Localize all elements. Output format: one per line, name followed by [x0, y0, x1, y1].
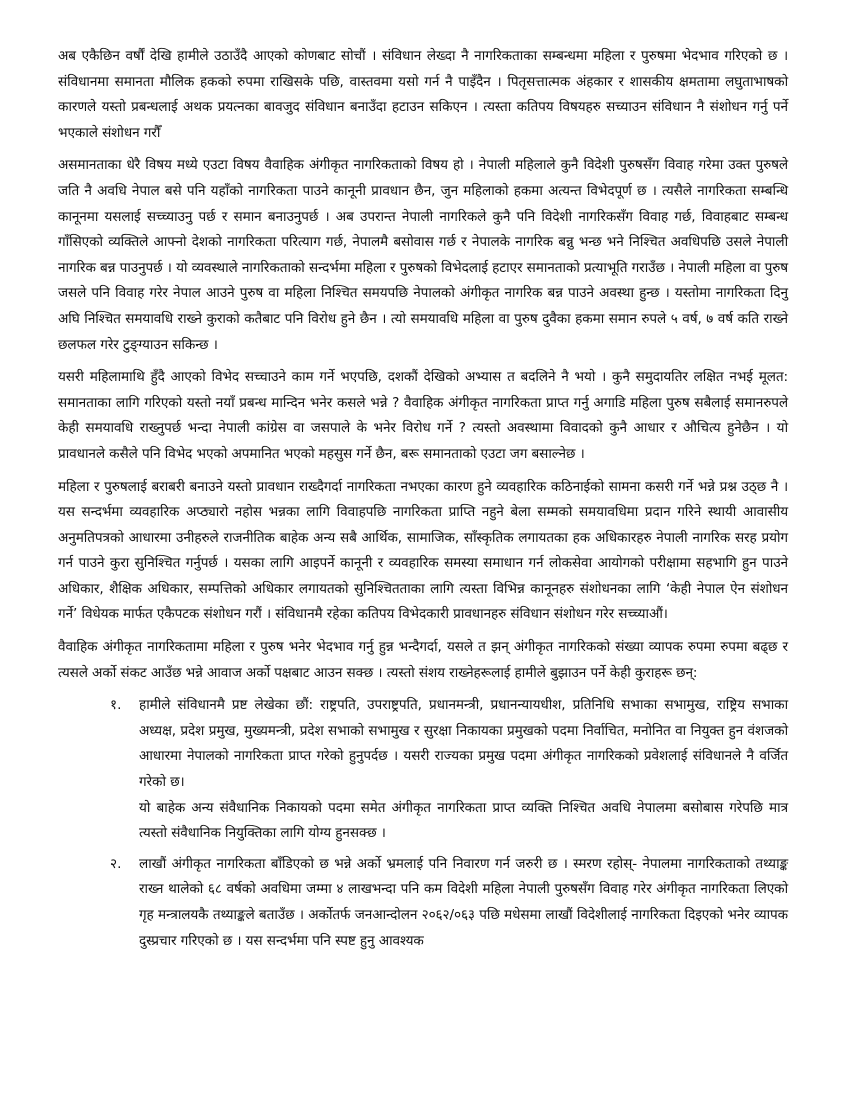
paragraph-correcting-discrimination: यसरी महिलामाथि हुँदै आएको विभेद सच्चाउने काम गर्ने भएपछि, दशकौं देखिको अभ्यास त बदलिने नै भयो । कुनै समुदायतिर लक्षित नभई मूलत: समानताका लागि गरिएको यस्तो नयाँ प्रबन्ध मान्दिन भनेर कसले भन्ने ? वैवाहिक अंगीकृत नागरिकता प्राप्त गर्नु अगाडि महिला पुरुष सबैलाई समानरुपले केही समयावधि राख्नुपर्छ भन्दा नेपाली कांग्रेस वा जसपाले के भनेर विरोध गर्ने ? त्यस्तो अवस्थामा विवादको कुनै आधार र औचित्य हुनेछैन । यो प्रावधानले कसैले पनि विभेद भएको अपमानित भएको महसुस गर्ने छैन, बरू समानताको एउटा जग बसाल्नेछ ।	[58, 369, 788, 462]
list-item-text: यो बाहेक अन्य संवैधानिक निकायको पदमा समेत अंगीकृत नागरिकता प्राप्त व्यक्ति निश्चित अवधि नेपालमा बसोबास गरेपछि मात्र त्यस्तो संवैधानिक नियुक्तिका लागि योग्य हुनसक्छ ।	[139, 799, 788, 842]
paragraph-marital-citizenship: असमानताका धेरै विषय मध्ये एउटा विषय वैवाहिक अंगीकृत नागरिकताको विषय हो । नेपाली महिलाले कुनै विदेशी पुरुषसँग विवाह गरेमा उक्त पुरुषले जति नै अवधि नेपाल बसे पनि यहाँको नागरिकता पाउने कानूनी प्रावधान छैन, जुन महिलाको हकमा अत्यन्त विभेदपूर्ण छ । त्यसैले नागरिकता सम्बन्धि कानूनमा यसलाई सच्च्याउनु पर्छ र समान बनाउनुपर्छ । अब उपरान्त नेपाली नागरिकले कुनै पनि विदेशी नागरिकसँग विवाह गर्छ, विवाहबाट सम्बन्ध गाँसिएको व्यक्तिले आफ्नो देशको नागरिकता परित्याग गर्छ, नेपालमै बसोवास गर्छ र नेपालके नागरिक बन्नु भन्छ भने निश्चित अवधिपछि उसले नेपाली नागरिक बन्न पाउनुपर्छ । यो व्यवस्थाले नागरिकताको सन्दर्भमा महिला र पुरुषको विभेदलाई हटाएर समानताको प्रत्याभूति गराउँछ । नेपाली महिला वा पुरुष जसले पनि विवाह गरेर नेपाल आउने पुरुष वा महिला निश्चित समयपछि नेपालको अंगीकृत नागरिक बन्न पाउने अवस्था हुन्छ । यस्तोमा नागरिकता दिनु अघि निश्चित समयावधि राख्ने कुराको कतैबाट पनि विरोध हुने छैन । त्यो समयावधि महिला वा पुरुष दुवैका हकमा समान रुपले ५ वर्ष, ७ वर्ष कति राख्ने छलफल गरेर टुङ्ग्याउन सकिन्छ ।	[58, 157, 788, 353]
points-list	[58, 693, 788, 954]
paragraph-constitution-amendment: अब एकैछिन वर्षौं देखि हामीले उठाउँदै आएको कोणबाट सोचौं । संविधान लेख्दा नै नागरिकताका सम्बन्धमा महिला र पुरुषमा भेदभाव गरिएको छ । संविधानमा समानता मौलिक हकको रुपमा राखिसके पछि, वास्तवमा यसो गर्न नै पाइँदैन । पितृसत्तात्मक अंहकार र शासकीय क्षमतामा लघुताभाषको कारणले यस्तो प्रबन्धलाई अथक प्रयत्नका बावजुद संविधान बनाउँदा हटाउन सकिएन । त्यस्ता कतिपय विषयहरु सच्याउन संविधान नै संशोधन गर्नु पर्ने भएकाले संशोधन गरौँ	[58, 48, 788, 141]
list-item-text: हामीले संविधानमै प्रष्ट लेखेका छौं: राष्ट्रपति, उपराष्ट्रपति, प्रधानमन्त्री, प्रधानन्यायधीश, प्रतिनिधि सभाका सभामुख, राष्ट्रिय सभाका अध्यक्ष, प्रदेश प्रमुख, मुख्यमन्त्री, प्रदेश सभाको सभामुख र सुरक्षा निकायका प्रमुखको पदमा निर्वाचित, मनोनित वा नियुक्त हुन वंशजको आधारमा नेपालको नागरिकता प्राप्त गरेको हुनुपर्दछ । यसरी राज्यका प्रमुख पदमा अंगीकृत नागरिकको प्रवेशलाई संविधानले नै वर्जित गरेको छ।	[139, 697, 788, 791]
paragraph-counter-concerns: वैवाहिक अंगीकृत नागरिकतामा महिला र पुरुष भनेर भेदभाव गर्नु हुन्न भन्दैगर्दा, यसले त झन् अंगीकृत नागरिकको संख्या व्यापक रुपमा रुपमा बढ्छ र त्यसले अर्को संकट आउँछ भन्ने आवाज अर्को पक्षबाट आउन सक्छ । त्यस्तो संशय राख्नेहरूलाई हामीले बुझाउन पर्ने केही कुराहरू छन्:	[58, 639, 788, 681]
list-item	[110, 693, 788, 847]
list-number: १.	[110, 697, 122, 714]
list-item-text: लाखौं अंगीकृत नागरिकता बाँडिएको छ भन्ने अर्को भ्रमलाई पनि निवारण गर्न जरुरी छ । स्मरण रहोस्- नेपालमा नागरिकताको तथ्याङ्क राख्न थालेको ६८ वर्षको अवधिमा जम्मा ४ लाखभन्दा पनि कम विदेशी महिला नेपाली पुरुषसँग विवाह गरेर अंगीकृत नागरिकता लिएको गृह मन्त्रालयकै तथ्याङ्कले बताउँछ । अर्कोतर्फ जनआन्दोलन २०६२/०६३ पछि मधेसमा लाखौं विदेशीलाई नागरिकता दिइएको भनेर व्यापक दुस्प्रचार गरिएको छ । यस सन्दर्भमा पनि स्पष्ट हुनु आवश्यक	[139, 855, 788, 949]
list-number: २.	[110, 855, 122, 872]
paragraph-practical-difficulties: महिला र पुरुषलाई बराबरी बनाउने यस्तो प्रावधान राख्दैगर्दा नागरिकता नभएका कारण हुने व्यवहारिक कठिनाईको सामना कसरी गर्ने भन्ने प्रश्न उठ्छ नै । यस सन्दर्भमा व्यवहारिक अप्ठ्यारो नहोस भन्नका लागि विवाहपछि नागरिकता प्राप्ति नहुने बेला सम्मको समयावधिमा प्रदान गरिने स्थायी आवासीय अनुमतिपत्रको आधारमा उनीहरुले राजनीतिक बाहेक अन्य सबै आर्थिक, सामाजिक, साँस्कृतिक लगायतका हक अधिकारहरु नेपाली नागरिक सरह प्रयोग गर्न पाउने कुरा सुनिश्चित गर्नुपर्छ । यसका लागि आइपर्ने कानूनी र व्यवहारिक समस्या समाधान गर्न लोकसेवा आयोगको परीक्षामा सहभागि हुन पाउने अधिकार, शैक्षिक अधिकार, सम्पत्तिको अधिकार लगायतको सुनिश्चितताका लागि त्यस्ता विभिन्न कानूनहरु संशोधनका लागि ‘केही नेपाल ऐन संशोधन गर्ने’ विधेयक मार्फत एकैपटक संशोधन गरौं । संविधानमै रहेका कतिपय विभेदकारी प्रावधानहरु संविधान संशोधन गरेर सच्च्याऔं।	[58, 478, 788, 623]
list-item	[110, 852, 788, 954]
